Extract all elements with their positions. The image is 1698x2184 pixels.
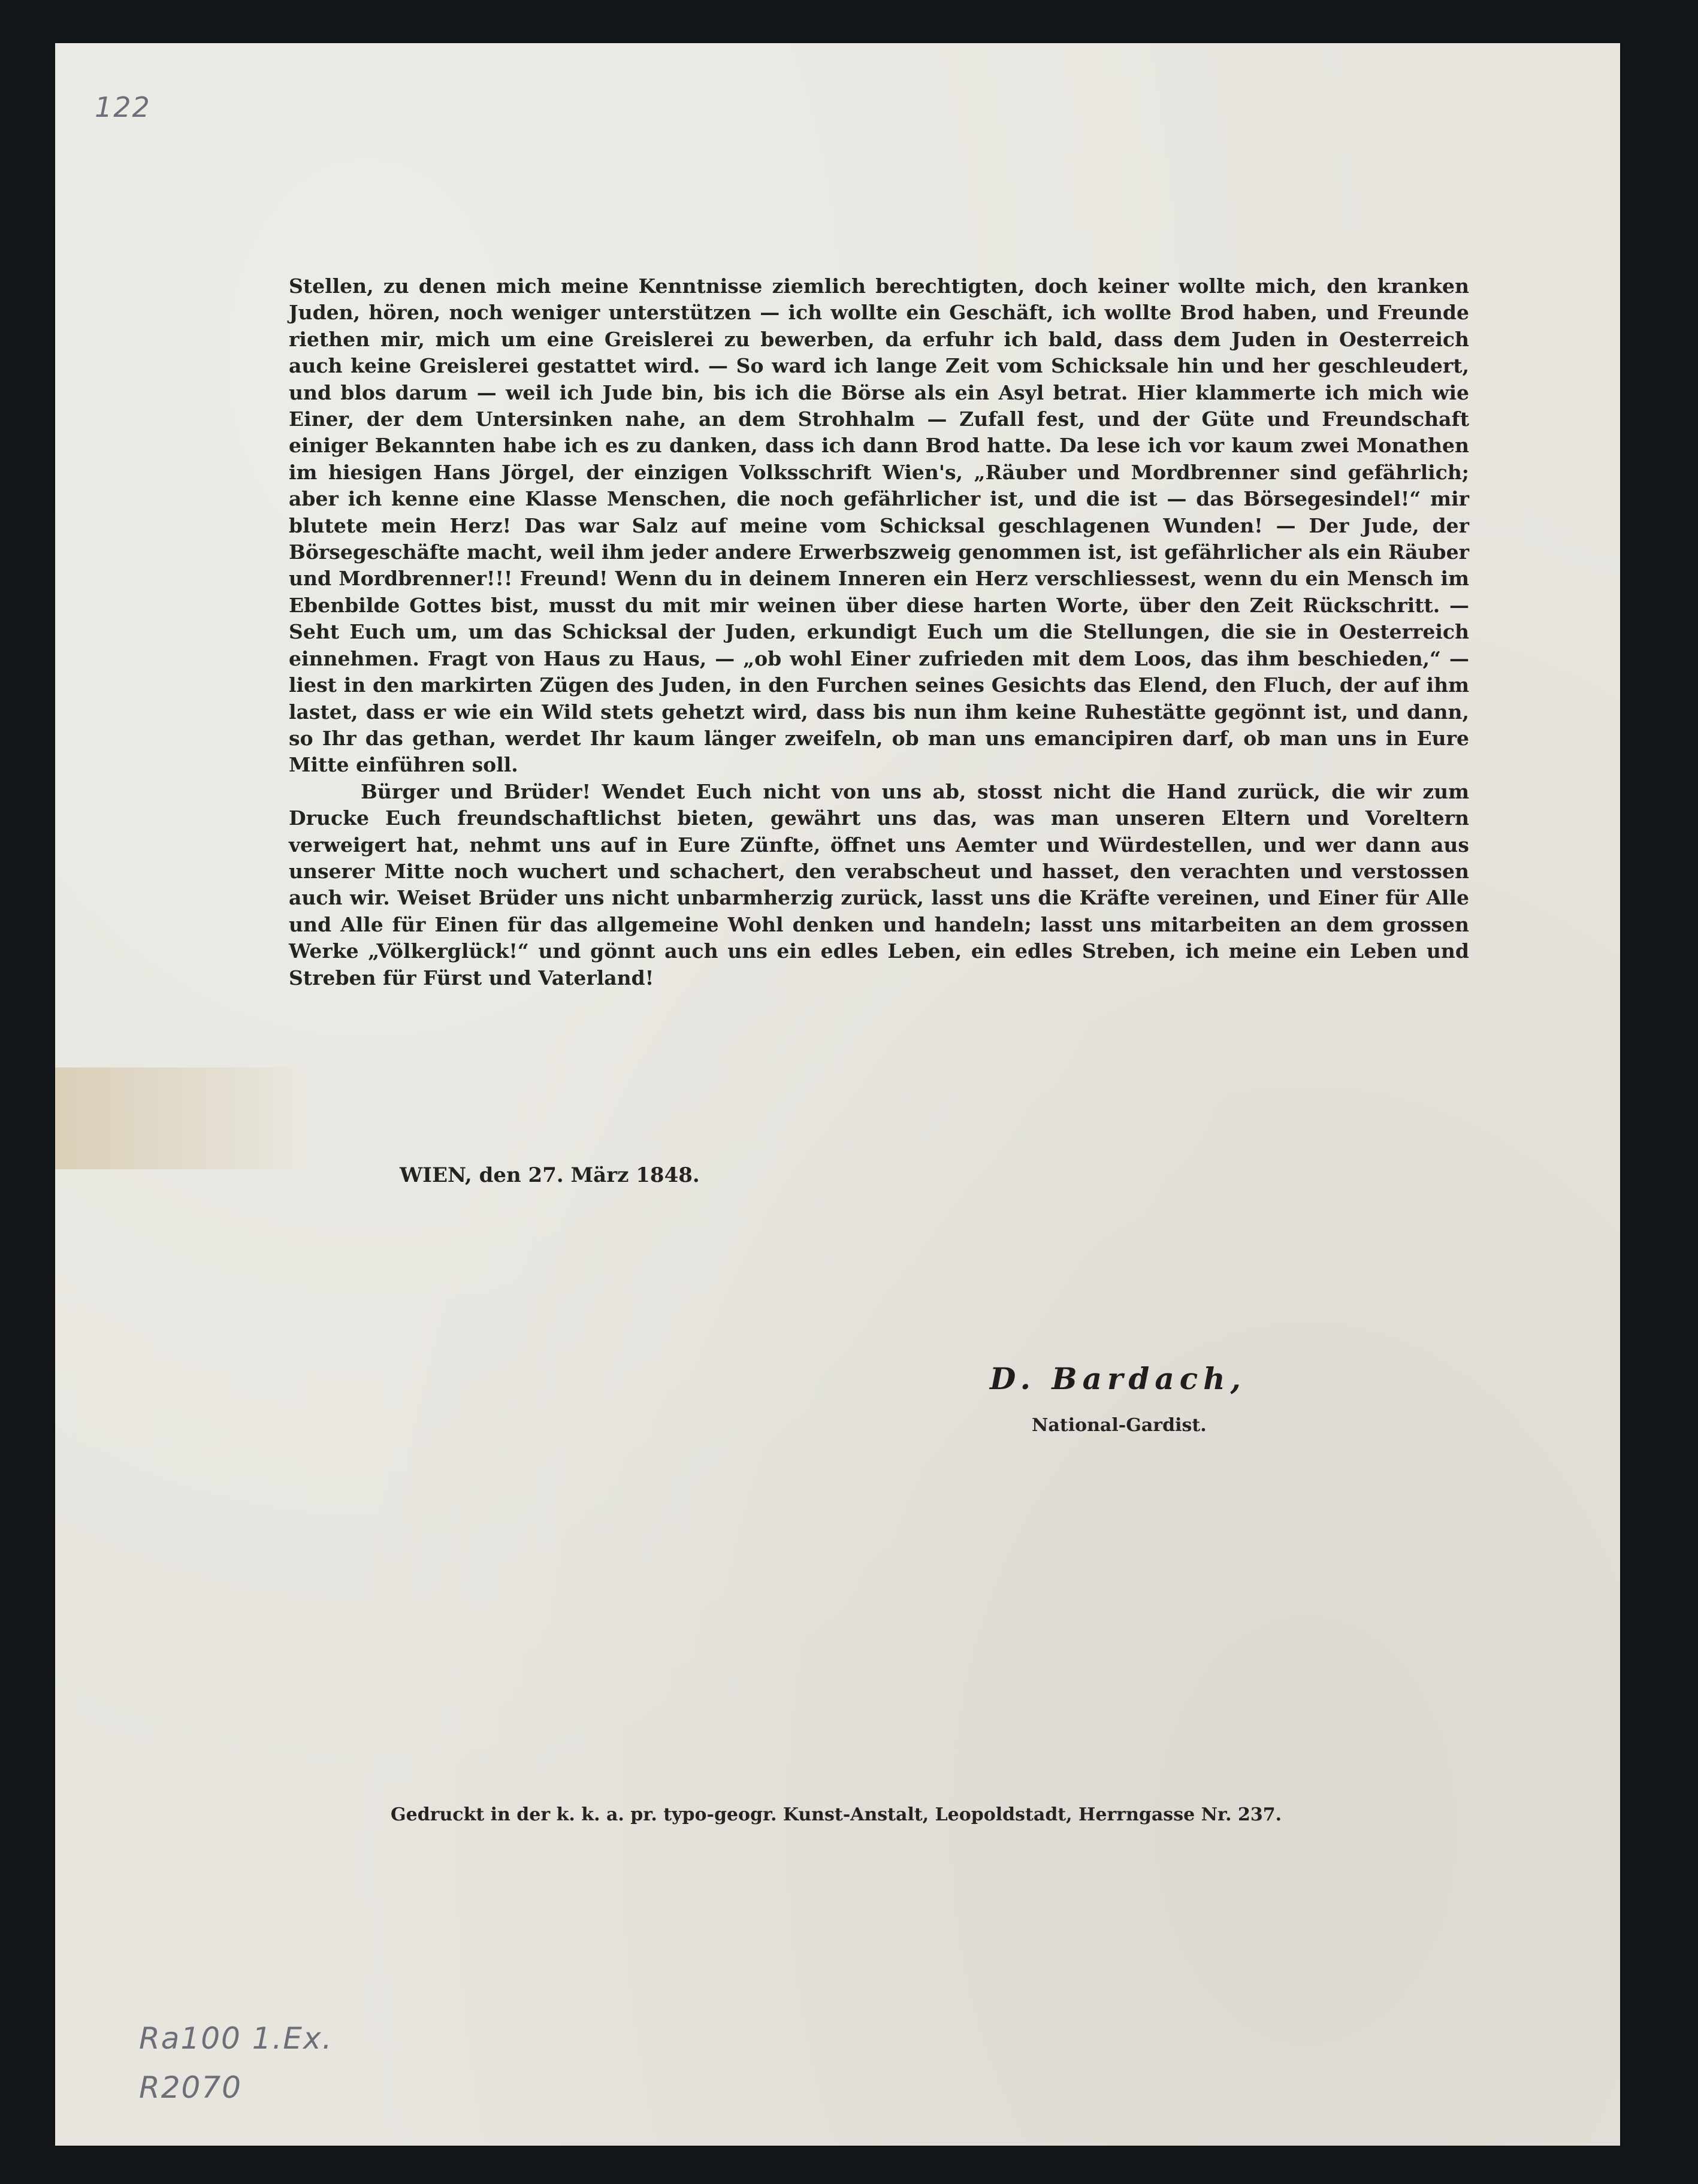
shelfmark-line-2: R2070 [139, 2070, 242, 2105]
dateline: WIEN, den 27. März 1848. [400, 1163, 700, 1187]
archive-number-handwritten: 122 [95, 91, 151, 123]
signature-title: National-Gardist. [1032, 1415, 1207, 1436]
printer-imprint: Gedruckt in der k. k. a. pr. typo-geogr. Kunst-Anstalt, Leopoldstadt, Herrngasse Nr. 237. [391, 1804, 1282, 1825]
shelfmark-handwritten [139, 2014, 333, 2112]
body-text [289, 273, 1469, 991]
paper-stain [55, 1067, 307, 1169]
document-page [55, 43, 1620, 2146]
shelfmark-line-1: Ra100 1.Ex. [139, 2021, 333, 2056]
paragraph-2: Bürger und Brüder! Wendet Euch nicht von uns ab, stosst nicht die Hand zurück, die wir zum Drucke Euch freundschaftlichst bieten, gewährt uns das, was man unseren Eltern und Voreltern verweigert hat, nehmt uns auf in Eure Zünfte, öffnet uns Aemter und Würdestellen, und wer dann aus unserer Mitte noch wuchert und schachert, den verabscheut und hasset, den verachten und verstossen auch wir. Weiset Brüder uns nicht unbarmherzig zurück, lasst uns die Kräfte vereinen, und Einer für Alle und Alle für Einen für das allgemeine Wohl denken und handeln; lasst uns mitarbeiten an dem grossen Werke „Völkerglück!“ und gönnt auch uns ein edles Leben, ein edles Streben, ich meine ein Leben und Streben für Fürst und Vaterland! [289, 779, 1469, 990]
paragraph-1: Stellen, zu denen mich meine Kenntnisse ziemlich berechtigten, doch keiner wollte mich, den kranken Juden, hören, noch weniger unterstützen — ich wollte ein Geschäft, ich wollte Brod haben, und Freunde riethen mir, mich um eine Greislerei zu bewerben, da erfuhr ich bald, dass dem Juden in Oesterreich auch keine Greislerei gestattet wird. — So ward ich lange Zeit vom Schicksale hin und her geschleudert, und blos darum — weil ich Jude bin, bis ich die Börse als ein Asyl betrat. Hier klammerte ich mich wie Einer, der dem Untersinken nahe, an dem Strohhalm — Zufall fest, und der Güte und Freundschaft einiger Bekannten habe ich es zu danken, dass ich dann Brod hatte. Da lese ich vor kaum zwei Monathen im hiesigen Hans Jörgel, der einzigen Volksschrift Wien's, „Räuber und Mordbrenner sind gefährlich; aber ich kenne eine Klasse Menschen, die noch gefährlicher ist, und die ist — das Börsegesindel!“ mir blutete mein Herz! Das war Salz auf meine vom Schicksal geschlagenen Wunden! — Der Jude, der Börsegeschäfte macht, weil ihm jeder andere Erwerbszweig genommen ist, ist gefährlicher als ein Räuber und Mordbrenner!!! Freund! Wenn du in deinem Inneren ein Herz verschliessest, wenn du ein Mensch im Ebenbilde Gottes bist, musst du mit mir weinen über diese harten Worte, über den Zeit Rückschritt. — Seht Euch um, um das Schicksal der Juden, erkundigt Euch um die Stellungen, die sie in Oesterreich einnehmen. Fragt von Haus zu Haus, — „ob wohl Einer zufrieden mit dem Loos, das ihm beschieden,“ — liest in den markirten Zügen des Juden, in den Furchen seines Gesichts das Elend, den Fluch, der auf ihm lastet, dass er wie ein Wild stets gehetzt wird, dass bis nun ihm keine Ruhestätte gegönnt ist, und dann, so Ihr das gethan, werdet Ihr kaum länger zweifeln, ob man uns emancipiren darf, ob man uns in Eure Mitte einführen soll. [289, 274, 1469, 777]
signature-name: D. Bardach, [990, 1361, 1246, 1396]
